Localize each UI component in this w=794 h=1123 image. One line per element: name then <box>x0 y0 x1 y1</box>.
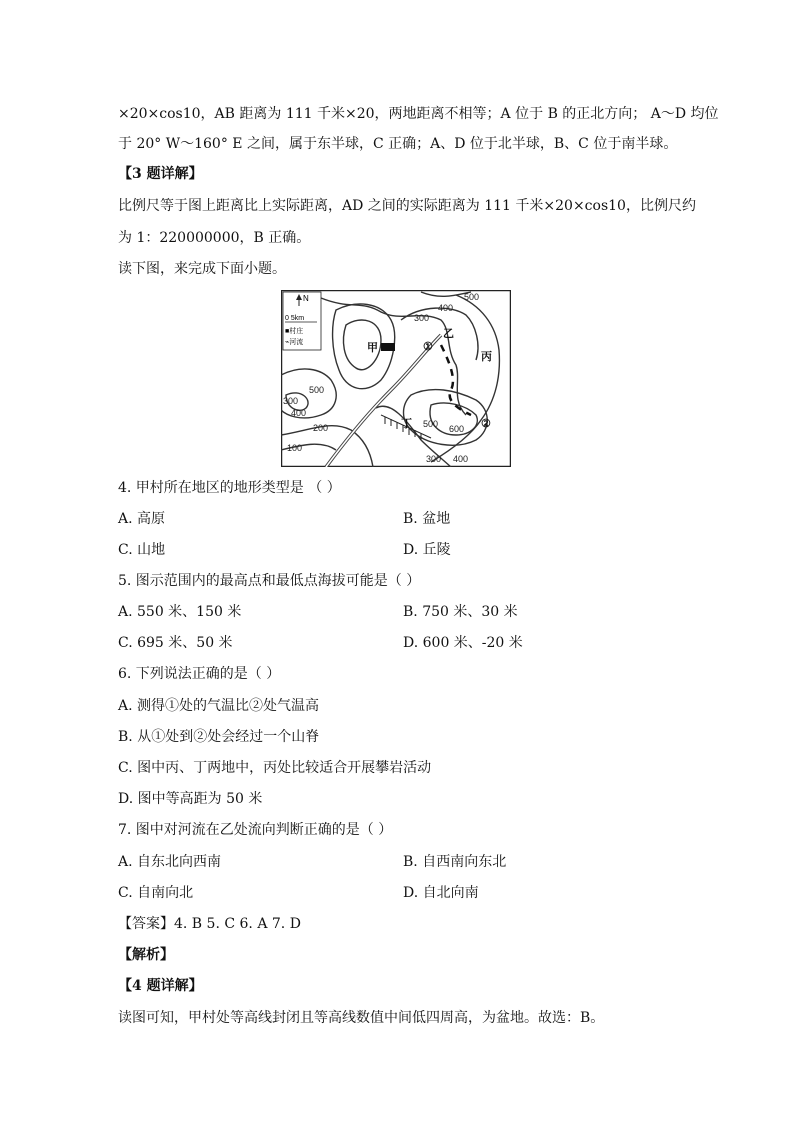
north-label: N <box>303 294 309 303</box>
line-p3b: 为 1：220000000，B 正确。 <box>118 230 311 246</box>
line-p4: 读图可知，甲村处等高线封闭且等高线数值中间低四周高，为盆地。故选：B。 <box>118 1010 605 1026</box>
contour-500c: 500 <box>423 419 439 429</box>
contour-500b: 500 <box>309 385 325 395</box>
contour-400a: 400 <box>438 303 454 313</box>
q6-option-a: A. 测得①处的气温比②处气温高 <box>118 698 320 714</box>
contour-400b: 400 <box>291 408 307 418</box>
q7-option-d: D. 自北向南 <box>403 885 479 901</box>
contour-300b: 300 <box>283 396 299 406</box>
legend-village: ■村庄 <box>285 328 304 335</box>
q6-option-c: C. 图中丙、丁两地中，丙处比较适合开展攀岩活动 <box>118 760 432 776</box>
contour-200: 200 <box>313 423 329 433</box>
line-p1: ×20×cos10，AB 距离为 111 千米×20，两地距离不相等；A 位于 B 的正北方向； A～D 均位 <box>118 106 719 122</box>
q7-option-a: A. 自东北向西南 <box>118 854 222 870</box>
q5-option-a: A. 550 米、150 米 <box>118 604 242 620</box>
legend-river: ⌁河流 <box>285 339 304 346</box>
line-p2: 于 20° W～160° E 之间，属于东半球，C 正确；A、D 位于北半球，B、C 位于南半球。 <box>118 136 678 152</box>
q5-option-c: C. 695 米、50 米 <box>118 635 233 651</box>
analysis-heading: 【解析】 <box>118 947 174 963</box>
q6-option-b: B. 从①处到②处会经过一个山脊 <box>118 729 320 745</box>
q6-stem: 6. 下列说法正确的是（ ） <box>118 666 281 682</box>
answer-line: 【答案】4. B 5. C 6. A 7. D <box>118 916 301 932</box>
contour-100: 100 <box>287 443 303 453</box>
q7-option-c: C. 自南向北 <box>118 885 194 901</box>
q7-stem: 7. 图中对河流在乙处流向判断正确的是（ ） <box>118 822 393 838</box>
q5-option-b: B. 750 米、30 米 <box>403 604 518 620</box>
contour-map <box>281 290 511 467</box>
line-p3a: 比例尺等于图上距离比上实际距离，AD 之间的实际距离为 111 千米×20×cos10，比例尺约 <box>118 198 696 214</box>
heading-q4-detail: 【4 题详解】 <box>118 978 203 994</box>
contour-500a: 500 <box>464 292 480 302</box>
q4-stem: 4. 甲村所在地区的地形类型是 （ ） <box>118 480 341 496</box>
q7-option-b: B. 自西南向东北 <box>403 854 507 870</box>
q4-option-c: C. 山地 <box>118 542 166 558</box>
q4-option-d: D. 丘陵 <box>403 542 451 558</box>
q4-option-b: B. 盆地 <box>403 511 451 527</box>
q5-stem: 5. 图示范围内的最高点和最低点海拔可能是（ ） <box>118 573 421 589</box>
q6-option-d: D. 图中等高距为 50 米 <box>118 791 263 807</box>
label-bing: 丙 <box>481 351 492 363</box>
label-point1: ① <box>423 341 433 353</box>
contour-400c: 400 <box>453 454 469 464</box>
scale-label: 0 5km <box>285 315 305 322</box>
heading-q3-detail: 【3 题详解】 <box>118 166 203 182</box>
label-point2: ② <box>481 418 491 430</box>
intro-text: 读下图，来完成下面小题。 <box>118 261 286 277</box>
contour-600: 600 <box>449 424 465 434</box>
label-ding: 丁 <box>401 418 412 430</box>
label-yi: 乙 <box>443 328 454 340</box>
q4-option-a: A. 高原 <box>118 511 166 527</box>
contour-300c: 300 <box>426 454 442 464</box>
label-jia: 甲 <box>367 342 378 354</box>
q5-option-d: D. 600 米、-20 米 <box>403 635 523 651</box>
contour-300a: 300 <box>414 313 430 323</box>
